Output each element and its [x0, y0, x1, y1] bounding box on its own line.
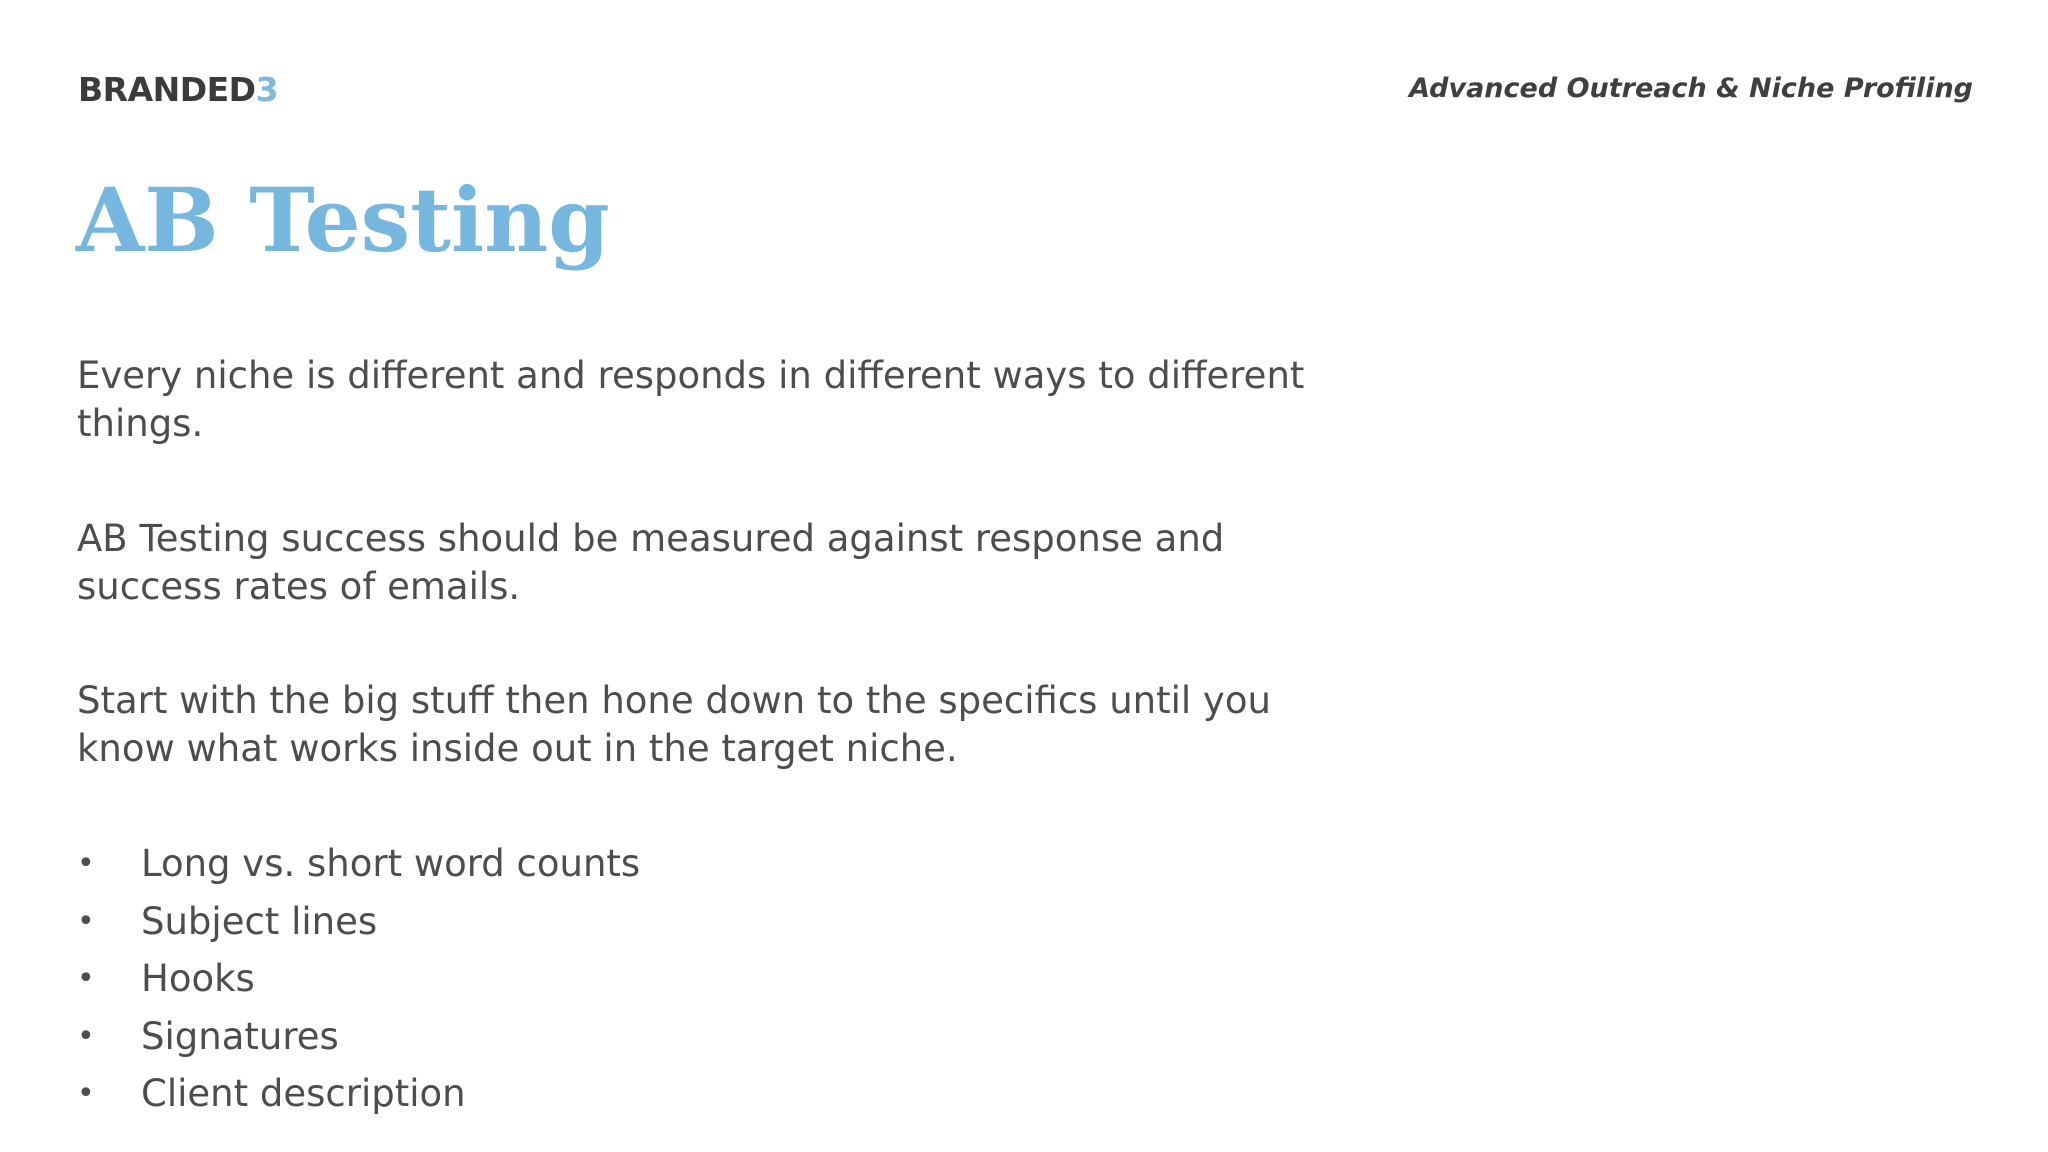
paragraph-measurement: AB Testing success should be measured against response and success rates of emails.: [77, 517, 1225, 608]
bullet-icon: •: [77, 903, 95, 939]
list-item-label: Long vs. short word counts: [141, 842, 641, 885]
slide-title: AB Testing: [76, 168, 610, 272]
list-item-label: Signatures: [141, 1014, 339, 1058]
bullet-icon: •: [77, 961, 95, 996]
list-item-label: Subject lines: [141, 899, 378, 943]
bullet-icon: •: [77, 1076, 95, 1111]
logo-accent: 3: [255, 70, 279, 109]
branded3-logo: [78, 70, 278, 110]
deck-title: Advanced Outreach & Niche Profiling: [1409, 73, 1973, 104]
list-item-label: Client description: [141, 1072, 466, 1115]
bullet-icon: •: [77, 1018, 95, 1054]
logo-wordmark: BRANDED: [78, 70, 256, 109]
paragraph-approach: Start with the big stuff then hone down to the specifics until you know what works inside out in the target niche.: [77, 679, 1271, 770]
paragraph-niche: Every niche is different and responds in different ways to different things.: [77, 354, 1305, 445]
bullet-icon: •: [77, 846, 95, 881]
list-item-label: Hooks: [141, 957, 255, 1000]
